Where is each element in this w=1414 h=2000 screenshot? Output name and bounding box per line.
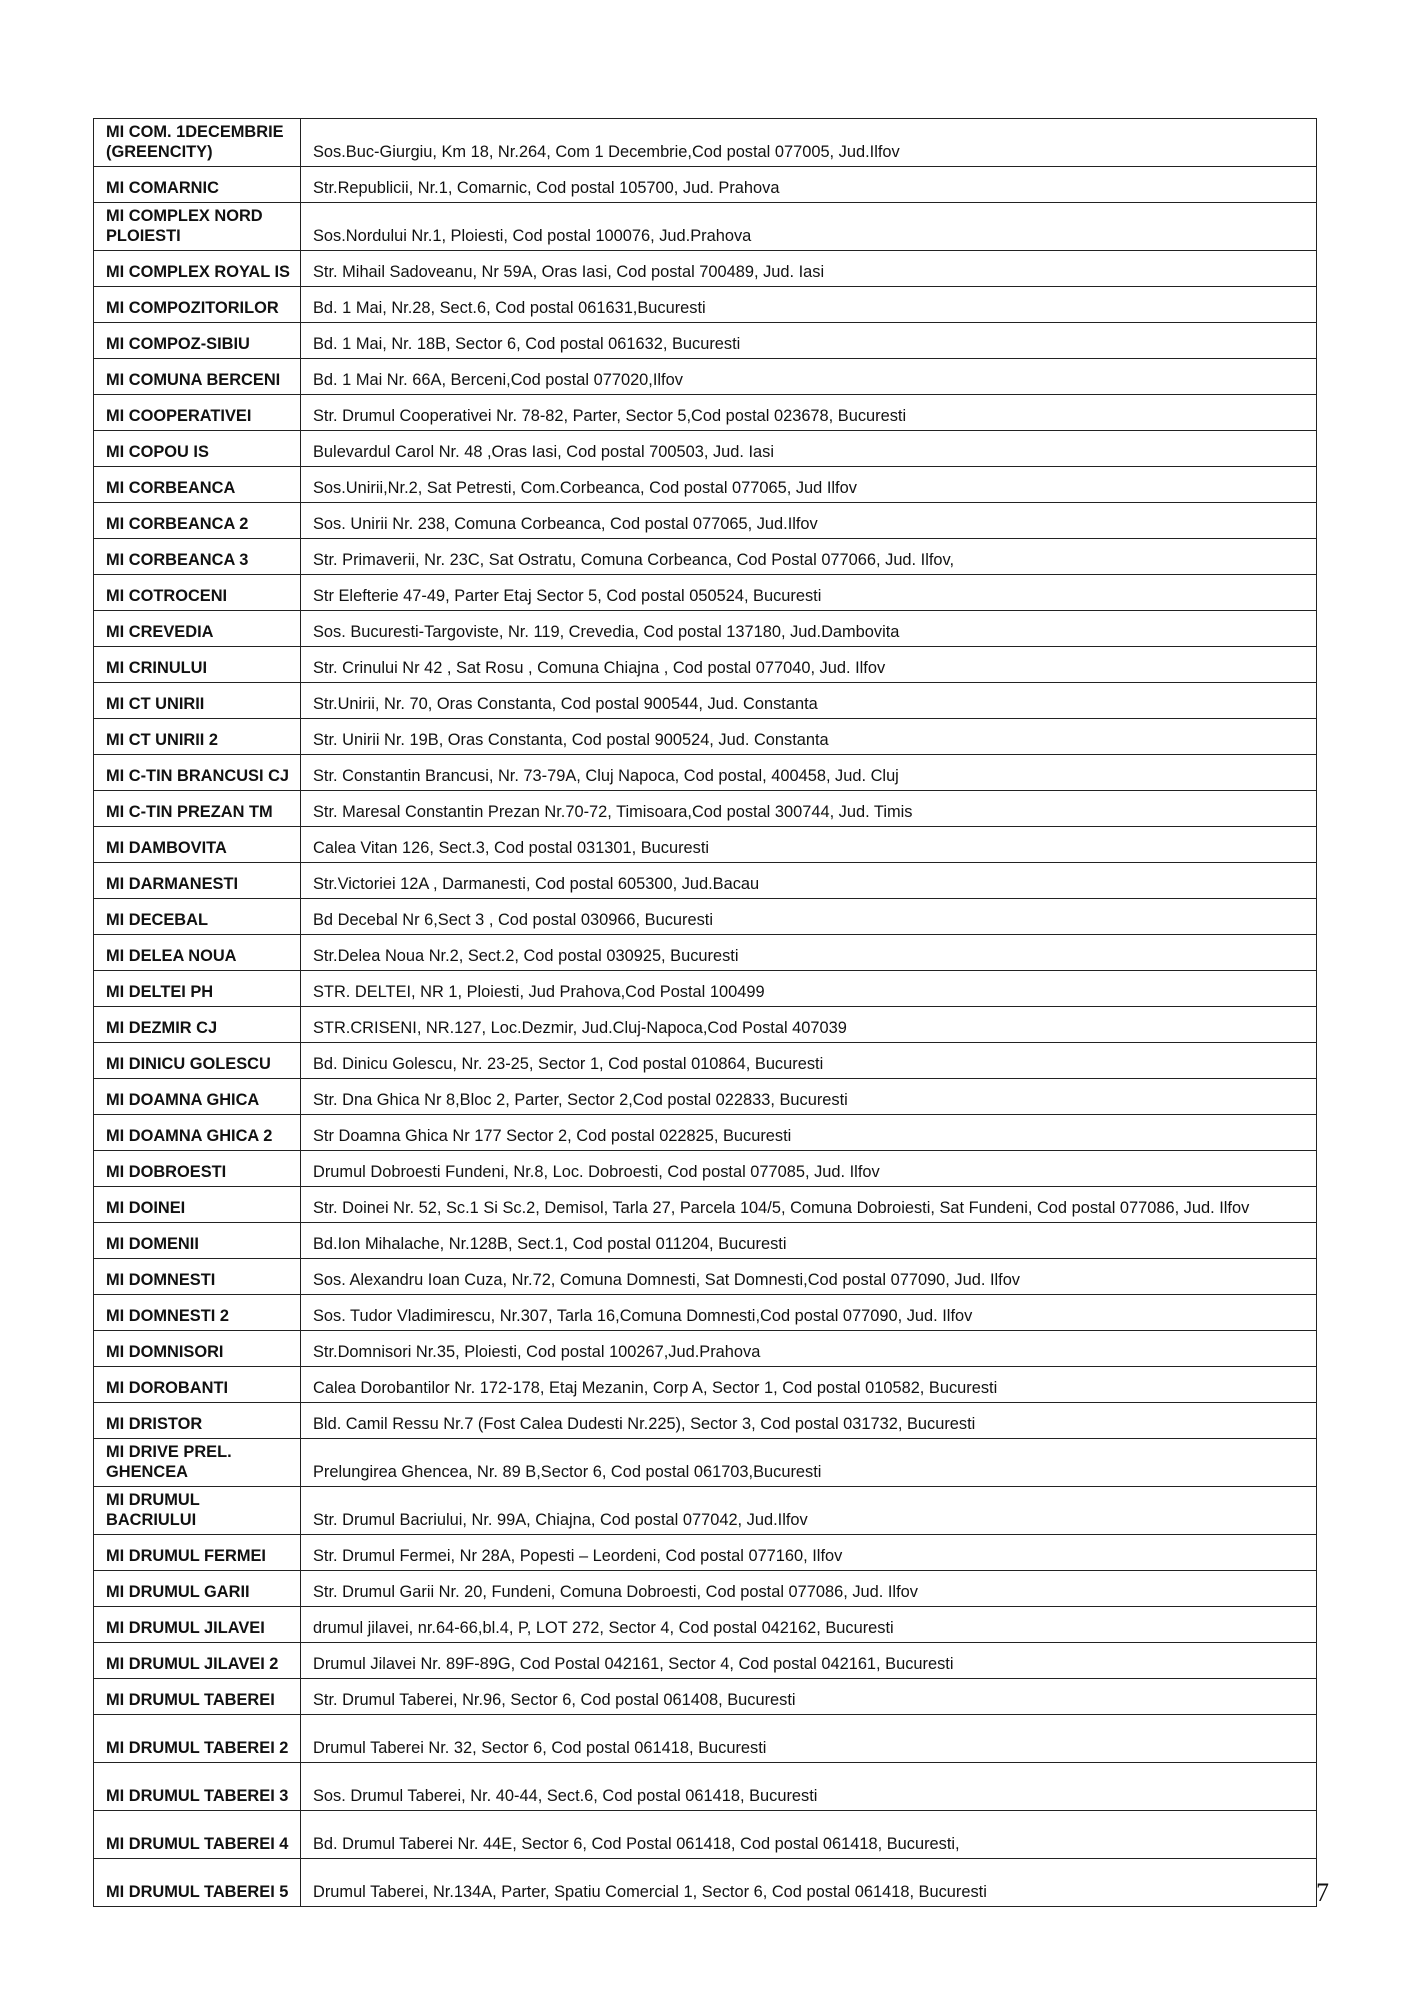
store-address-cell: Bd.Ion Mihalache, Nr.128B, Sect.1, Cod postal 011204, Bucuresti xyxy=(301,1223,1317,1259)
store-name-cell: MI COM. 1DECEMBRIE (GREENCITY) xyxy=(94,119,301,167)
store-name-cell: MI DRUMUL BACRIULUI xyxy=(94,1487,301,1535)
table-row xyxy=(94,1763,1317,1811)
table-row xyxy=(94,167,1317,203)
store-address-cell: STR.CRISENI, NR.127, Loc.Dezmir, Jud.Cluj-Napoca,Cod Postal 407039 xyxy=(301,1007,1317,1043)
store-name-cell: MI COMPOZITORILOR xyxy=(94,287,301,323)
table-row xyxy=(94,1403,1317,1439)
store-address-cell: Drumul Jilavei Nr. 89F-89G, Cod Postal 042161, Sector 4, Cod postal 042161, Bucuresti xyxy=(301,1643,1317,1679)
store-name-cell: MI CORBEANCA 2 xyxy=(94,503,301,539)
store-name-cell: MI DOMNISORI xyxy=(94,1331,301,1367)
store-address-cell: Sos. Alexandru Ioan Cuza, Nr.72, Comuna Domnesti, Sat Domnesti,Cod postal 077090, Jud. Ilfov xyxy=(301,1259,1317,1295)
store-name-cell: MI C-TIN PREZAN TM xyxy=(94,791,301,827)
store-name-cell: MI COMPOZ-SIBIU xyxy=(94,323,301,359)
store-address-cell: Str Elefterie 47-49, Parter Etaj Sector 5, Cod postal 050524, Bucuresti xyxy=(301,575,1317,611)
store-name-cell: MI DOAMNA GHICA 2 xyxy=(94,1115,301,1151)
table-row xyxy=(94,971,1317,1007)
table-row xyxy=(94,503,1317,539)
store-address-cell: Bld. Camil Ressu Nr.7 (Fost Calea Dudesti Nr.225), Sector 3, Cod postal 031732, Bucuresti xyxy=(301,1403,1317,1439)
store-name-cell: MI DRUMUL GARII xyxy=(94,1571,301,1607)
table-row xyxy=(94,1571,1317,1607)
store-address-cell: Str. Constantin Brancusi, Nr. 73-79A, Cluj Napoca, Cod postal, 400458, Jud. Cluj xyxy=(301,755,1317,791)
store-name-cell: MI DOBROESTI xyxy=(94,1151,301,1187)
store-name-cell: MI DOMNESTI xyxy=(94,1259,301,1295)
table-row xyxy=(94,1223,1317,1259)
store-name-cell: MI C-TIN BRANCUSI CJ xyxy=(94,755,301,791)
table-row xyxy=(94,1679,1317,1715)
table-row xyxy=(94,1535,1317,1571)
store-address-cell: Bd. Drumul Taberei Nr. 44E, Sector 6, Cod Postal 061418, Cod postal 061418, Bucuresti, xyxy=(301,1811,1317,1859)
table-row xyxy=(94,1367,1317,1403)
table-row xyxy=(94,287,1317,323)
store-name-cell: MI DEZMIR CJ xyxy=(94,1007,301,1043)
table-row xyxy=(94,755,1317,791)
table-row xyxy=(94,1115,1317,1151)
table-row xyxy=(94,827,1317,863)
table-row xyxy=(94,1607,1317,1643)
store-address-cell: Str. Drumul Bacriului, Nr. 99A, Chiajna, Cod postal 077042, Jud.Ilfov xyxy=(301,1487,1317,1535)
table-row xyxy=(94,251,1317,287)
store-name-cell: MI DARMANESTI xyxy=(94,863,301,899)
table-row xyxy=(94,359,1317,395)
store-name-cell: MI COTROCENI xyxy=(94,575,301,611)
store-address-cell: Calea Dorobantilor Nr. 172-178, Etaj Mezanin, Corp A, Sector 1, Cod postal 010582, Bucuresti xyxy=(301,1367,1317,1403)
table-row xyxy=(94,323,1317,359)
store-address-cell: Prelungirea Ghencea, Nr. 89 B,Sector 6, Cod postal 061703,Bucuresti xyxy=(301,1439,1317,1487)
store-address-cell: Str. Dna Ghica Nr 8,Bloc 2, Parter, Sector 2,Cod postal 022833, Bucuresti xyxy=(301,1079,1317,1115)
store-address-cell: Sos.Buc-Giurgiu, Km 18, Nr.264, Com 1 Decembrie,Cod postal 077005, Jud.Ilfov xyxy=(301,119,1317,167)
store-address-cell: Str. Primaverii, Nr. 23C, Sat Ostratu, Comuna Corbeanca, Cod Postal 077066, Jud. Ilfov, xyxy=(301,539,1317,575)
store-address-cell: Calea Vitan 126, Sect.3, Cod postal 031301, Bucuresti xyxy=(301,827,1317,863)
table-row xyxy=(94,575,1317,611)
store-name-cell: MI DRUMUL TABEREI 4 xyxy=(94,1811,301,1859)
store-address-cell: Sos.Unirii,Nr.2, Sat Petresti, Com.Corbeanca, Cod postal 077065, Jud Ilfov xyxy=(301,467,1317,503)
store-address-cell: Str. Crinului Nr 42 , Sat Rosu , Comuna Chiajna , Cod postal 077040, Jud. Ilfov xyxy=(301,647,1317,683)
table-row xyxy=(94,1487,1317,1535)
store-address-cell: Bd. Dinicu Golescu, Nr. 23-25, Sector 1, Cod postal 010864, Bucuresti xyxy=(301,1043,1317,1079)
store-name-cell: MI DRUMUL TABEREI 3 xyxy=(94,1763,301,1811)
table-row xyxy=(94,1295,1317,1331)
store-address-cell: Str. Doinei Nr. 52, Sc.1 Si Sc.2, Demisol, Tarla 27, Parcela 104/5, Comuna Dobroiesti, Sat Fundeni, Cod postal 077086, Jud. Ilfov xyxy=(301,1187,1317,1223)
table-row xyxy=(94,431,1317,467)
store-address-cell: Sos. Tudor Vladimirescu, Nr.307, Tarla 16,Comuna Domnesti,Cod postal 077090, Jud. Ilfov xyxy=(301,1295,1317,1331)
store-address-cell: Str. Drumul Taberei, Nr.96, Sector 6, Cod postal 061408, Bucuresti xyxy=(301,1679,1317,1715)
store-name-cell: MI DRUMUL TABEREI xyxy=(94,1679,301,1715)
store-address-cell: Str.Victoriei 12A , Darmanesti, Cod postal 605300, Jud.Bacau xyxy=(301,863,1317,899)
table-row xyxy=(94,1007,1317,1043)
store-name-cell: MI DRUMUL TABEREI 2 xyxy=(94,1715,301,1763)
table-row xyxy=(94,1331,1317,1367)
store-name-cell: MI COMPLEX NORD PLOIESTI xyxy=(94,203,301,251)
table-row xyxy=(94,611,1317,647)
store-name-cell: MI COMPLEX ROYAL IS xyxy=(94,251,301,287)
table-row xyxy=(94,203,1317,251)
store-name-cell: MI DRUMUL FERMEI xyxy=(94,1535,301,1571)
store-name-cell: MI DELEA NOUA xyxy=(94,935,301,971)
store-name-cell: MI DOMENII xyxy=(94,1223,301,1259)
store-address-cell: Bulevardul Carol Nr. 48 ,Oras Iasi, Cod postal 700503, Jud. Iasi xyxy=(301,431,1317,467)
store-name-cell: MI COMARNIC xyxy=(94,167,301,203)
store-address-cell: Str. Unirii Nr. 19B, Oras Constanta, Cod postal 900524, Jud. Constanta xyxy=(301,719,1317,755)
store-name-cell: MI COPOU IS xyxy=(94,431,301,467)
store-address-cell: Sos. Bucuresti-Targoviste, Nr. 119, Crevedia, Cod postal 137180, Jud.Dambovita xyxy=(301,611,1317,647)
store-address-cell: Str Doamna Ghica Nr 177 Sector 2, Cod postal 022825, Bucuresti xyxy=(301,1115,1317,1151)
store-name-cell: MI COMUNA BERCENI xyxy=(94,359,301,395)
table-row xyxy=(94,1715,1317,1763)
store-address-cell: Str. Mihail Sadoveanu, Nr 59A, Oras Iasi, Cod postal 700489, Jud. Iasi xyxy=(301,251,1317,287)
page-number: 7 xyxy=(1316,1878,1329,1907)
table-row xyxy=(94,719,1317,755)
table-row xyxy=(94,395,1317,431)
store-name-cell: MI DOINEI xyxy=(94,1187,301,1223)
store-name-cell: MI DINICU GOLESCU xyxy=(94,1043,301,1079)
store-name-cell: MI COOPERATIVEI xyxy=(94,395,301,431)
store-name-cell: MI DRISTOR xyxy=(94,1403,301,1439)
store-address-cell: Bd. 1 Mai Nr. 66A, Berceni,Cod postal 077020,Ilfov xyxy=(301,359,1317,395)
table-row xyxy=(94,1439,1317,1487)
store-name-cell: MI DOROBANTI xyxy=(94,1367,301,1403)
store-name-cell: MI DOAMNA GHICA xyxy=(94,1079,301,1115)
store-address-cell: Str. Drumul Cooperativei Nr. 78-82, Parter, Sector 5,Cod postal 023678, Bucuresti xyxy=(301,395,1317,431)
store-address-cell: STR. DELTEI, NR 1, Ploiesti, Jud Prahova,Cod Postal 100499 xyxy=(301,971,1317,1007)
table-row xyxy=(94,647,1317,683)
store-address-cell: Str. Drumul Fermei, Nr 28A, Popesti – Leordeni, Cod postal 077160, Ilfov xyxy=(301,1535,1317,1571)
table-row xyxy=(94,1811,1317,1859)
store-address-cell: Str.Republicii, Nr.1, Comarnic, Cod postal 105700, Jud. Prahova xyxy=(301,167,1317,203)
store-name-cell: MI DOMNESTI 2 xyxy=(94,1295,301,1331)
store-address-cell: Drumul Taberei Nr. 32, Sector 6, Cod postal 061418, Bucuresti xyxy=(301,1715,1317,1763)
store-name-cell: MI DELTEI PH xyxy=(94,971,301,1007)
table-row xyxy=(94,1043,1317,1079)
table-row xyxy=(94,1151,1317,1187)
address-table-body xyxy=(94,119,1317,1907)
store-address-cell: Sos.Nordului Nr.1, Ploiesti, Cod postal 100076, Jud.Prahova xyxy=(301,203,1317,251)
table-row xyxy=(94,1643,1317,1679)
store-name-cell: MI DRUMUL JILAVEI 2 xyxy=(94,1643,301,1679)
store-address-cell: Str. Drumul Garii Nr. 20, Fundeni, Comuna Dobroesti, Cod postal 077086, Jud. Ilfov xyxy=(301,1571,1317,1607)
table-row xyxy=(94,119,1317,167)
store-name-cell: MI CT UNIRII 2 xyxy=(94,719,301,755)
store-name-cell: MI DRUMUL JILAVEI xyxy=(94,1607,301,1643)
store-address-cell: Sos. Drumul Taberei, Nr. 40-44, Sect.6, Cod postal 061418, Bucuresti xyxy=(301,1763,1317,1811)
table-row xyxy=(94,863,1317,899)
table-row xyxy=(94,791,1317,827)
table-row xyxy=(94,1079,1317,1115)
store-address-cell: Str.Delea Noua Nr.2, Sect.2, Cod postal 030925, Bucuresti xyxy=(301,935,1317,971)
store-name-cell: MI CREVEDIA xyxy=(94,611,301,647)
store-address-cell: drumul jilavei, nr.64-66,bl.4, P, LOT 272, Sector 4, Cod postal 042162, Bucuresti xyxy=(301,1607,1317,1643)
table-row xyxy=(94,539,1317,575)
store-name-cell: MI DRIVE PREL. GHENCEA xyxy=(94,1439,301,1487)
store-address-cell: Str.Domnisori Nr.35, Ploiesti, Cod postal 100267,Jud.Prahova xyxy=(301,1331,1317,1367)
store-name-cell: MI CT UNIRII xyxy=(94,683,301,719)
table-row xyxy=(94,1859,1317,1907)
table-row xyxy=(94,935,1317,971)
store-address-cell: Bd. 1 Mai, Nr.28, Sect.6, Cod postal 061631,Bucuresti xyxy=(301,287,1317,323)
table-row xyxy=(94,467,1317,503)
store-name-cell: MI CORBEANCA 3 xyxy=(94,539,301,575)
store-address-cell: Drumul Dobroesti Fundeni, Nr.8, Loc. Dobroesti, Cod postal 077085, Jud. Ilfov xyxy=(301,1151,1317,1187)
store-address-cell: Sos. Unirii Nr. 238, Comuna Corbeanca, Cod postal 077065, Jud.Ilfov xyxy=(301,503,1317,539)
address-table xyxy=(93,118,1317,1907)
table-row xyxy=(94,1187,1317,1223)
store-name-cell: MI DRUMUL TABEREI 5 xyxy=(94,1859,301,1907)
store-address-cell: Str. Maresal Constantin Prezan Nr.70-72, Timisoara,Cod postal 300744, Jud. Timis xyxy=(301,791,1317,827)
store-name-cell: MI CORBEANCA xyxy=(94,467,301,503)
store-address-cell: Bd Decebal Nr 6,Sect 3 , Cod postal 030966, Bucuresti xyxy=(301,899,1317,935)
store-address-cell: Bd. 1 Mai, Nr. 18B, Sector 6, Cod postal 061632, Bucuresti xyxy=(301,323,1317,359)
table-row xyxy=(94,899,1317,935)
store-name-cell: MI DAMBOVITA xyxy=(94,827,301,863)
table-row xyxy=(94,683,1317,719)
table-row xyxy=(94,1259,1317,1295)
store-address-cell: Drumul Taberei, Nr.134A, Parter, Spatiu Comercial 1, Sector 6, Cod postal 061418, Bucuresti xyxy=(301,1859,1317,1907)
store-address-cell: Str.Unirii, Nr. 70, Oras Constanta, Cod postal 900544, Jud. Constanta xyxy=(301,683,1317,719)
store-name-cell: MI DECEBAL xyxy=(94,899,301,935)
store-name-cell: MI CRINULUI xyxy=(94,647,301,683)
